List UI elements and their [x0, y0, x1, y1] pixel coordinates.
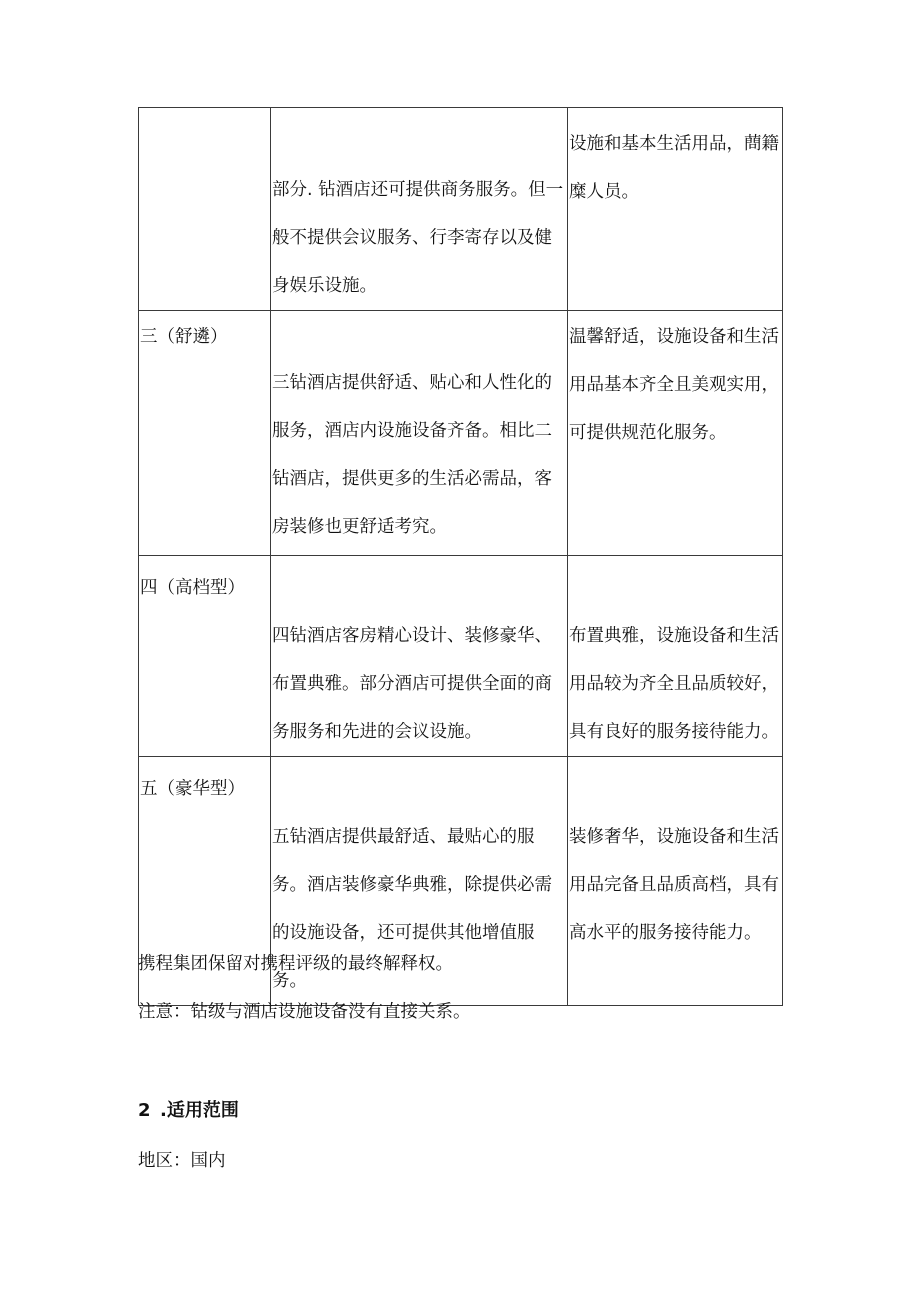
- table-row: [139, 556, 783, 757]
- section-number: 2: [138, 1100, 151, 1121]
- table-row: [139, 311, 783, 556]
- level-cell: 三（舒遴）: [139, 311, 271, 556]
- hotel-rating-table: [138, 107, 783, 1006]
- criteria-cell: 设施和基本生活用品，蔄籍糜人员。: [568, 108, 783, 311]
- rights-note: 携程集团保留对携程评级的最终解释权。: [138, 954, 453, 974]
- section-heading: [138, 1099, 239, 1123]
- region-line: 地区：国内: [138, 1151, 226, 1171]
- table-row: [139, 108, 783, 311]
- description-cell: 五钻酒店提供最舒适、最贴心的服务。酒店装修豪华典雅，除提供必需的设施设备，还可提供其他增值服务。: [271, 757, 568, 1006]
- level-cell: [139, 108, 271, 311]
- description-cell: 部分. 钻酒店还可提供商务服务。但一般不提供会议服务、行李寄存以及健身娱乐设施。: [271, 108, 568, 311]
- section-title: .适用范围: [160, 1100, 239, 1121]
- criteria-cell: 布置典雅，设施设备和生活用品较为齐全且品质较好，具有良好的服务接待能力。: [568, 556, 783, 757]
- criteria-cell: 装修奢华，设施设备和生活用品完备且品质高档，具有高水平的服务接待能力。: [568, 757, 783, 1006]
- level-cell: 五（豪华型）: [139, 757, 271, 1006]
- description-cell: 四钻酒店客房精心设计、装修豪华、布置典雅。部分酒店可提供全面的商务服务和先进的会议设施。: [271, 556, 568, 757]
- criteria-cell: 温馨舒适，设施设备和生活用品基本齐全且美观实用，可提供规范化服务。: [568, 311, 783, 556]
- attention-note: 注意：钻级与酒店设施设备没有直接关系。: [138, 1002, 471, 1022]
- description-cell: 三钻酒店提供舒适、贴心和人性化的服务，酒店内设施设备齐备。相比二钻酒店，提供更多的生活必需品，客房装修也更舒适考究。: [271, 311, 568, 556]
- level-cell: 四（高档型）: [139, 556, 271, 757]
